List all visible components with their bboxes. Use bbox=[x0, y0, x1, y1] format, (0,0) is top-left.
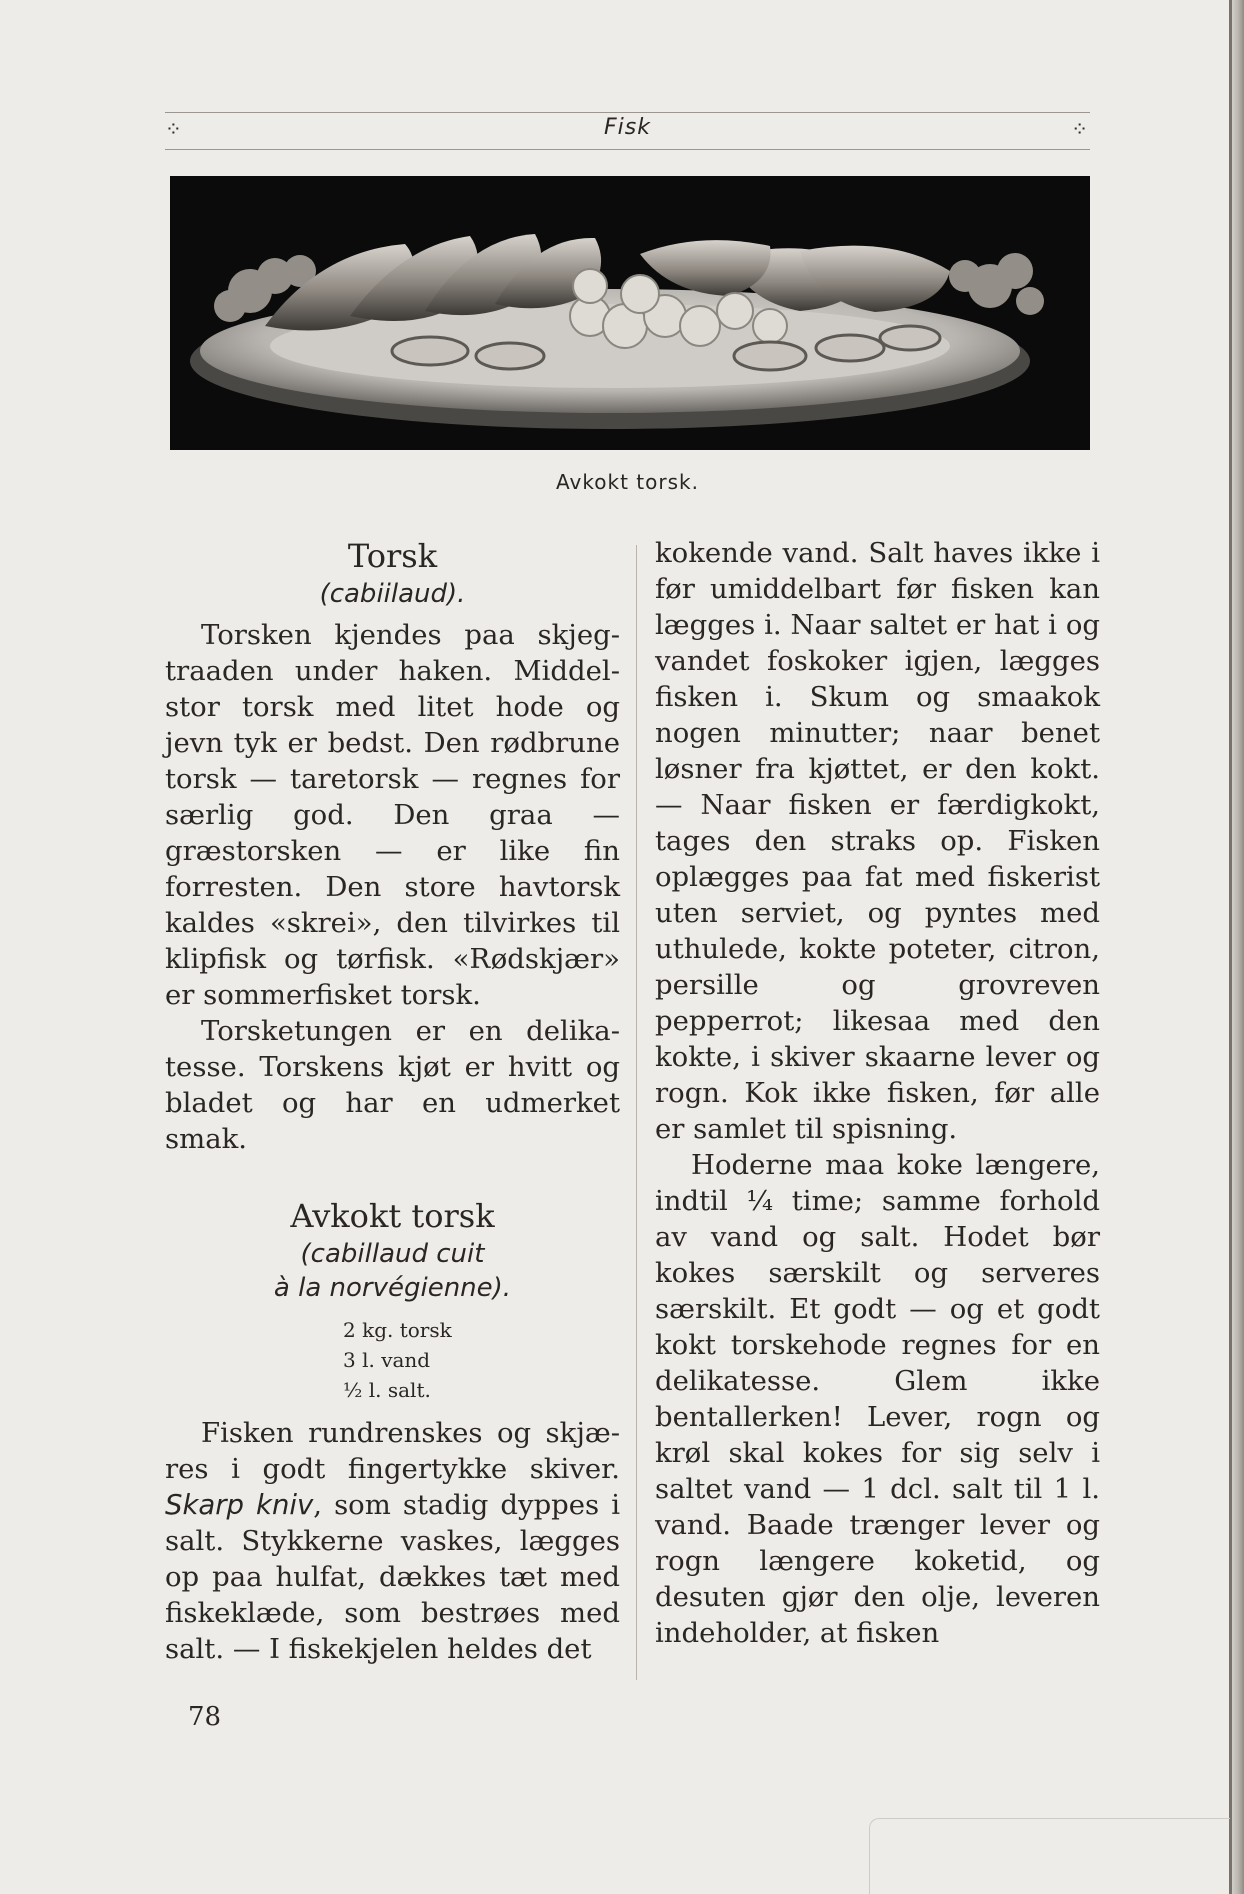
page-number: 78 bbox=[188, 1702, 222, 1732]
section-gap bbox=[165, 1157, 620, 1195]
ornament-right-icon: ⁘ bbox=[1071, 117, 1088, 141]
running-header bbox=[165, 112, 1090, 150]
section-heading-avkokt-torsk: Avkokt torsk bbox=[290, 1197, 495, 1235]
ingredient-item: ½ l. salt. bbox=[343, 1378, 431, 1402]
running-title: Fisk bbox=[604, 115, 651, 140]
paragraph-recipe-2: Hoderne maa koke længere, indtil ¼ time; samme forhold av vand og salt. Hodet bør kokes særskilt og serveres særskilt. Et godt — og et godt kokt torskehode regnes for en delikatesse. Glem ikke bentallerken! Lever, rogn og krøl skal kokes for sig selv i saltet vand — 1 dcl. salt til 1 l. vand. Baade trænger lever og rogn længere koketid, og desuten gjør den olje, leveren indeholder, at fisken bbox=[655, 1149, 1100, 1649]
paragraph-recipe-1-continued: kokende vand. Salt haves ikke i før umiddelbart før fisken kan lægges i. Naar saltet er hat i og vandet foskoker igjen, lægges fisken i. Skum og smaakok nogen minutter; naar benet løsner fra kjøttet, er den kokt. — Naar fisken er færdigkokt, tages den straks op. Fisken oplægges paa fat med fiskerist uten serviet, og pyntes med uthulede, kokte poteter, citron, persille og grovreven pepperrot; likesaa med den kokte, i skiver skaarne lever og rogn. Kok ikke fisken, før alle er samlet til spisning. bbox=[655, 537, 1100, 1145]
recipe-text-italic: Skarp kniv bbox=[165, 1489, 314, 1521]
column-divider bbox=[636, 545, 637, 1680]
section-subtitle-line1: (cabillaud cuit bbox=[300, 1239, 485, 1269]
paragraph-torsk-2: Torsketungen er en delikatesse. Torskens kjøt er hvitt og bladet og har en udmerket smak. bbox=[165, 1015, 620, 1155]
page-corner bbox=[869, 1818, 1230, 1894]
recipe-text-start: Fisken rundrenskes og skjæres i godt fingertykke skiver. bbox=[165, 1417, 620, 1485]
section-subtitle-torsk: (cabiilaud). bbox=[319, 579, 466, 609]
paragraph-torsk-1: Torsken kjendes paa skjegtraaden under haken. Middelstor torsk med litet hode og jevn tyk er bedst. Den rødbrune torsk — taretorsk — regnes for særlig god. Den graa — græstorsken — er like fin forresten. Den store havtorsk kaldes «skrei», den tilvirkes til klipfisk og tørfisk. «Rødskjær» er sommerfisket torsk. bbox=[165, 619, 620, 1011]
left-column bbox=[165, 535, 620, 1667]
section-heading-torsk: Torsk bbox=[347, 537, 438, 575]
ingredient-item: 3 l. vand bbox=[343, 1348, 431, 1372]
cod-platter-illustration bbox=[170, 176, 1090, 450]
cod-platter-photo bbox=[170, 176, 1090, 450]
section-subtitle-line2: à la norvégienne). bbox=[273, 1273, 512, 1303]
page-edge bbox=[1230, 0, 1244, 1894]
ingredient-list bbox=[343, 1315, 620, 1405]
right-column bbox=[655, 535, 1100, 1651]
paragraph-recipe-1 bbox=[165, 1415, 620, 1667]
ingredient-item: 2 kg. torsk bbox=[343, 1318, 452, 1342]
page-edge-shadow bbox=[1229, 0, 1232, 1894]
recipe-text-rest: , som stadig dyppes i salt. Stykkerne vaskes, lægges op paa hulfat, dækkes tæt med fiskeklæde, som bestrøes med salt. — I fiskekjelen heldes det bbox=[165, 1489, 620, 1665]
ornament-left-icon: ⁘ bbox=[165, 117, 182, 141]
figure-caption: Avkokt torsk. bbox=[556, 470, 699, 494]
